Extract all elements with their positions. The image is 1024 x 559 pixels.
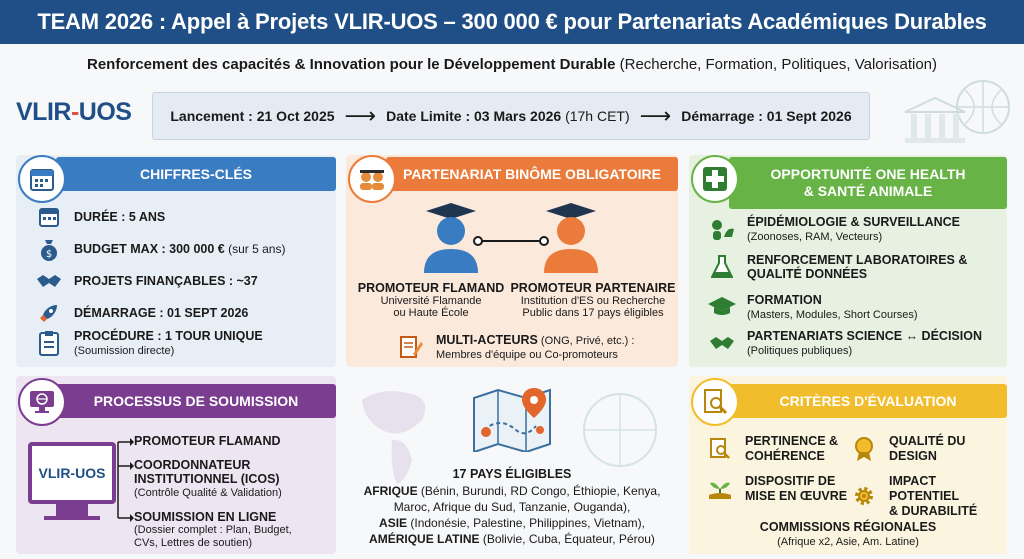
map-pin-icon	[470, 386, 554, 452]
gear-icon	[849, 482, 879, 510]
health-cross-icon	[691, 155, 739, 203]
one-health-item: PARTENARIATS SCIENCE ↔ DÉCISION (Politiques publiques)	[707, 329, 982, 357]
criteria-panel	[689, 376, 1007, 554]
calendar-icon	[34, 203, 64, 231]
search-document-icon	[705, 435, 735, 463]
flemish-promoter-line1: Université Flamande	[380, 295, 482, 307]
start-label: DÉMARRAGE : 01 SEPT 2026	[74, 306, 249, 320]
award-medal-icon	[849, 435, 879, 463]
multi-actors	[396, 333, 634, 361]
projects-label: PROJETS FINANÇABLES : ~37	[74, 274, 258, 288]
key-figure-row	[34, 299, 248, 327]
step-flemish-promoter: PROMOTEUR FLAMAND	[134, 434, 281, 448]
key-figure-row	[34, 267, 258, 295]
submission-title: PROCESSUS DE SOUMISSION	[56, 384, 336, 418]
one-health-item: FORMATION (Masters, Modules, Short Courses)	[707, 293, 918, 321]
eligible-countries-title: 17 PAYS ÉLIGIBLES	[452, 467, 572, 481]
arrow-right-icon: ⟶	[344, 103, 377, 128]
one-health-item: ÉPIDÉMIOLOGIE & SURVEILLANCE (Zoonoses, RAM, Vecteurs)	[707, 215, 960, 243]
key-figure-row	[34, 235, 285, 263]
criteria-title: CRITÈRES D'ÉVALUATION	[729, 384, 1007, 418]
partnership-panel	[346, 155, 678, 367]
timeline-bar	[152, 92, 870, 140]
procedure-label: PROCÉDURE : 1 TOUR UNIQUE	[74, 329, 263, 343]
subtitle-bold: Renforcement des capacités & Innovation pour le Développement Durable	[87, 56, 616, 73]
key-figures-panel	[16, 155, 336, 367]
handshake-icon	[34, 267, 64, 295]
vlir-monitor-icon	[28, 442, 116, 504]
vlir-uos-logo: VLIR-UOS	[16, 98, 132, 126]
key-figure-row	[34, 329, 263, 357]
page-title: TEAM 2026 : Appel à Projets VLIR-UOS – 300 000 € pour Partenariats Académiques Durables	[0, 0, 1024, 44]
arrow-right-icon: ⟶	[639, 103, 672, 128]
magnifier-document-icon	[691, 378, 739, 426]
timeline-launch: Lancement : 21 Oct 2025	[170, 108, 335, 124]
criterion-impact: IMPACT POTENTIEL & DURABILITÉ	[849, 474, 1007, 518]
lab-flask-icon	[707, 253, 737, 281]
plant-hand-icon	[705, 475, 735, 503]
key-figure-row	[34, 203, 165, 231]
partnership-title: PARTENARIAT BINÔME OBLIGATOIRE	[386, 157, 678, 191]
one-health-panel	[689, 155, 1007, 367]
partner-promoter-line2: Public dans 17 pays éligibles	[522, 307, 664, 319]
flemish-promoter-title: PROMOTEUR FLAMAND	[357, 281, 505, 295]
graduation-cap-icon	[707, 293, 737, 321]
clipboard-icon	[34, 329, 64, 357]
computer-globe-icon	[18, 378, 66, 426]
flemish-promoter	[352, 281, 510, 319]
process-connector	[116, 432, 134, 552]
graduates-icon	[348, 155, 396, 203]
multi-actors-line2: Membres d'équipe ou Co-promoteurs	[436, 349, 618, 361]
one-health-item: RENFORCEMENT LABORATOIRES & QUALITÉ DONNÉES	[707, 253, 967, 281]
timeline-start: Démarrage : 01 Sept 2026	[681, 108, 852, 124]
duration-label: DURÉE : 5 ANS	[74, 210, 166, 224]
multi-actors-title: MULTI-ACTEURS	[436, 333, 538, 347]
criterion-design: QUALITÉ DU DESIGN	[849, 434, 965, 464]
criterion-implementation: DISPOSITIF DE MISE EN ŒUVRE	[705, 474, 847, 504]
step-online-submission: SOUMISSION EN LIGNE (Dossier complet : Plan, Budget, CVs, Lettres de soutien)	[134, 510, 292, 550]
epidemiology-icon	[707, 215, 737, 243]
budget-label: BUDGET MAX : 300 000 €	[74, 242, 225, 256]
criterion-relevance: PERTINENCE & COHÉRENCE	[705, 434, 838, 464]
calendar-icon	[18, 155, 66, 203]
svg-text:$: $	[45, 249, 53, 260]
subtitle-rest: (Recherche, Formation, Politiques, Valorisation)	[615, 56, 937, 73]
page-subtitle	[0, 56, 1024, 73]
money-bag-icon	[34, 235, 64, 263]
handshake-icon	[707, 329, 737, 357]
timeline-deadline: Date Limite : 03 Mars 2026 (17h CET)	[386, 108, 630, 124]
partner-promoter	[510, 281, 676, 319]
flemish-promoter-line2: ou Haute École	[393, 307, 469, 319]
budget-rest: (sur 5 ans)	[224, 242, 286, 256]
one-health-title: OPPORTUNITÉ ONE HEALTH & SANTÉ ANIMALE	[729, 157, 1007, 209]
document-pen-icon	[396, 333, 426, 361]
procedure-sub: (Soumission directe)	[74, 345, 175, 357]
partner-promoter-title: PROMOTEUR PARTENAIRE	[510, 281, 676, 295]
promoter-pair-icon	[406, 203, 616, 273]
regional-commissions: COMMISSIONS RÉGIONALES (Afrique x2, Asie, Am. Latine)	[759, 520, 937, 548]
eligible-countries: 17 PAYS ÉLIGIBLES AFRIQUE (Bénin, Burundi, RD Congo, Éthiopie, Kenya, Maroc, Afrique du Sud, Tanzanie, Ouganda), ASIE (Indonésie, Palestine, Philippines, Vietnam), AMÉRIQUE LATINE (Bolivie, Cuba, Équateur, Pérou)	[346, 466, 678, 548]
multi-actors-rest: (ONG, Privé, etc.) :	[537, 335, 635, 347]
monitor-label: VLIR-UOS	[38, 465, 106, 481]
submission-panel	[16, 376, 336, 554]
step-icos: COORDONNATEUR INSTITUTIONNEL (ICOS) (Contrôle Qualité & Validation)	[134, 458, 282, 499]
institution-globe-icon	[895, 72, 1015, 152]
rocket-icon	[34, 299, 64, 327]
partner-promoter-line1: Institution d'ES ou Recherche	[520, 295, 666, 307]
key-figures-title: CHIFFRES-CLÉS	[56, 157, 336, 191]
